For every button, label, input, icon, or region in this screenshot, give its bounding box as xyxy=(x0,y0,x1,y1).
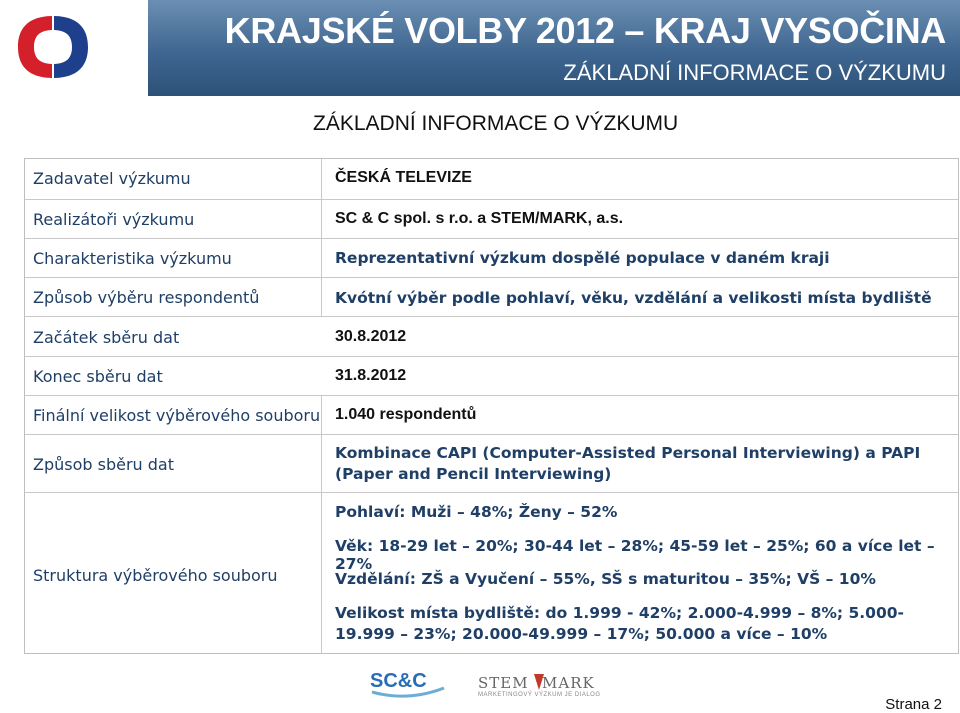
row-value: Kvótní výběr podle pohlaví, věku, vzdělání a velikosti místa bydliště xyxy=(335,289,932,307)
structure-residence: Velikost místa bydliště: do 1.999 - 42%; 2.000-4.999 – 8%; 5.000-19.999 – 23%; 20.000-49.999 – 17%; 50.000 a více – 10% xyxy=(335,604,904,643)
table-row xyxy=(25,434,958,493)
structure-gender: Pohlaví: Muži – 48%; Ženy – 52% xyxy=(335,503,618,521)
scc-logo xyxy=(368,668,448,702)
row-value: ČESKÁ TELEVIZE xyxy=(335,169,472,186)
stemmark-logo-divider xyxy=(534,674,544,690)
table-row xyxy=(25,395,958,435)
row-label: Způsob sběru dat xyxy=(33,455,174,474)
row-value: 31.8.2012 xyxy=(335,367,407,384)
table-row xyxy=(25,238,958,278)
ct-logo-icon xyxy=(12,12,94,82)
row-label: Začátek sběru dat xyxy=(33,328,180,347)
structure-age: Věk: 18-29 let – 20%; 30-44 let – 28%; 45-59 let – 25%; 60 a více let – 27% xyxy=(335,537,935,573)
table-row xyxy=(25,199,958,239)
row-label: Charakteristika výzkumu xyxy=(33,249,232,268)
row-value: 30.8.2012 xyxy=(335,328,407,345)
row-label: Způsob výběru respondentů xyxy=(33,288,260,307)
table-row xyxy=(25,356,958,396)
table-row xyxy=(25,277,958,317)
table-row xyxy=(25,316,958,357)
table-row xyxy=(25,159,958,199)
row-value: SC & C spol. s r.o. a STEM/MARK, a.s. xyxy=(335,210,624,227)
section-heading: ZÁKLADNÍ INFORMACE O VÝZKUMU xyxy=(313,112,679,135)
header-banner xyxy=(148,0,960,96)
scc-logo-text: SC&C xyxy=(370,670,427,692)
row-label: Konec sběru dat xyxy=(33,367,163,386)
stemmark-logo-text-b: MARK xyxy=(542,674,595,692)
slide-title: KRAJSKÉ VOLBY 2012 – KRAJ VYSOČINA xyxy=(224,10,946,51)
table-row xyxy=(25,492,958,654)
row-label: Finální velikost výběrového souboru xyxy=(33,406,321,425)
column-divider xyxy=(321,395,322,653)
row-label: Realizátoři výzkumu xyxy=(33,210,195,229)
row-label: Zadavatel výzkumu xyxy=(33,169,191,188)
row-value: Reprezentativní výzkum dospělé populace v daném kraji xyxy=(335,249,830,267)
stemmark-logo-text-a: STEM xyxy=(478,674,529,692)
column-divider xyxy=(321,159,322,316)
stemmark-logo xyxy=(478,674,608,700)
slide-subtitle: ZÁKLADNÍ INFORMACE O VÝZKUMU xyxy=(563,60,946,85)
info-table xyxy=(24,158,959,654)
row-value: Kombinace CAPI (Computer-Assisted Personal Interviewing) a PAPI (Paper and Pencil Interviewing) xyxy=(335,444,921,483)
structure-education: Vzdělání: ZŠ a Vyučení – 55%, SŠ s maturitou – 35%; VŠ – 10% xyxy=(335,570,876,588)
row-value: 1.040 respondentů xyxy=(335,406,477,423)
stemmark-tagline: MARKETINGOVÝ VÝZKUM JE DIALOG xyxy=(478,692,601,698)
row-label: Struktura výběrového souboru xyxy=(33,566,278,585)
page-number: Strana 2 xyxy=(885,696,942,713)
